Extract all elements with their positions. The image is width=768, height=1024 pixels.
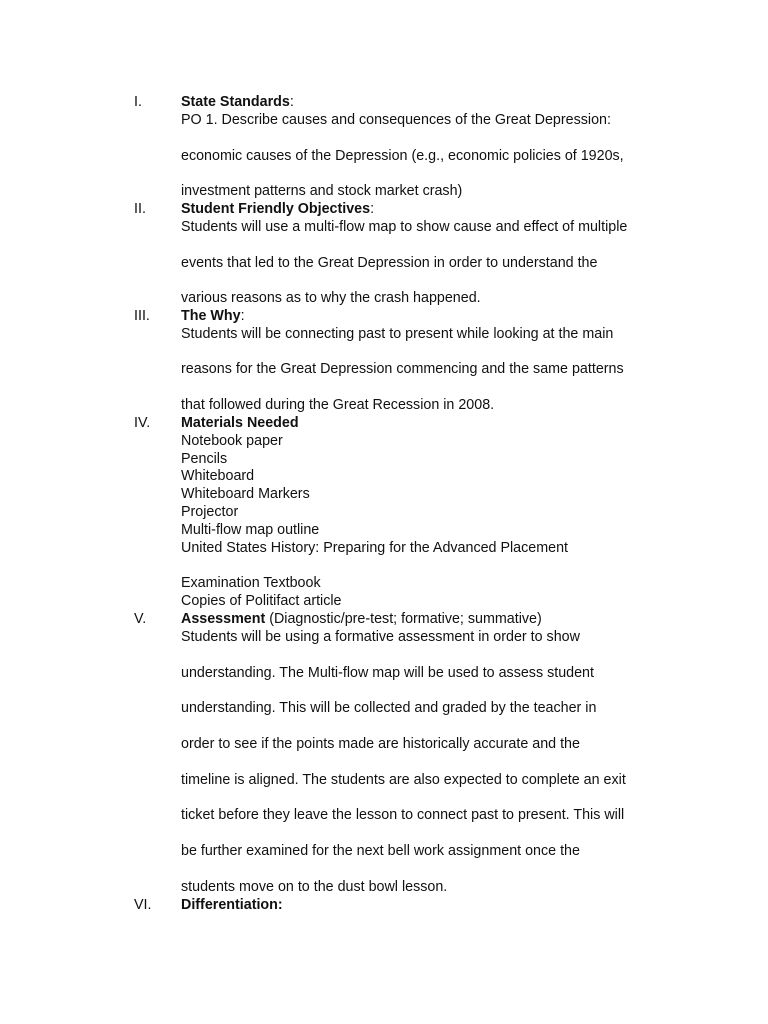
- body-line: that followed during the Great Recession in 2008.: [181, 397, 495, 413]
- body-line: reasons for the Great Depression commencing and the same patterns: [181, 361, 624, 377]
- body-line: Students will be using a formative assessment in order to show: [181, 629, 580, 645]
- material-item: United States History: Preparing for the Advanced Placement: [181, 540, 569, 556]
- body-line: understanding. The Multi-flow map will be used to assess student: [181, 665, 594, 681]
- body-line: Students will be connecting past to present while looking at the main: [181, 326, 614, 342]
- body-line: understanding. This will be collected and graded by the teacher in: [181, 700, 597, 716]
- section-heading-line: [181, 200, 374, 218]
- body-line: PO 1. Describe causes and consequences of the Great Depression:: [181, 112, 611, 128]
- section-heading-suffix: :: [240, 308, 245, 324]
- section-heading-line: [181, 93, 294, 111]
- section-heading: Materials Needed: [181, 415, 299, 431]
- body-line: timeline is aligned. The students are also expected to complete an exit: [181, 772, 626, 788]
- body-line: Students will use a multi-flow map to show cause and effect of multiple: [181, 219, 628, 235]
- section-heading-line: [181, 610, 542, 628]
- section-heading: State Standards: [181, 94, 290, 110]
- body-line: be further examined for the next bell work assignment once the: [181, 843, 580, 859]
- section-numeral: IV.: [134, 415, 151, 431]
- material-item: Whiteboard Markers: [181, 486, 310, 502]
- section-heading-suffix: :: [289, 94, 294, 110]
- material-item: Projector: [181, 504, 239, 520]
- section-heading: Differentiation:: [181, 897, 283, 913]
- body-line: various reasons as to why the crash happened.: [181, 290, 481, 306]
- section-heading-line: [181, 307, 245, 325]
- section-heading: Assessment: [181, 611, 266, 627]
- body-line: events that led to the Great Depression in order to understand the: [181, 255, 598, 271]
- section-numeral: I.: [134, 94, 142, 110]
- material-item: Notebook paper: [181, 433, 283, 449]
- body-line: students move on to the dust bowl lesson.: [181, 879, 448, 895]
- body-line: economic causes of the Depression (e.g., economic policies of 1920s,: [181, 148, 624, 164]
- section-heading-suffix: (Diagnostic/pre-test; formative; summative): [265, 611, 542, 627]
- section-heading: The Why: [181, 308, 241, 324]
- material-item: Multi-flow map outline: [181, 522, 320, 538]
- section-heading-suffix: :: [370, 201, 375, 217]
- section-numeral: II.: [134, 201, 146, 217]
- material-item: Examination Textbook: [181, 575, 321, 591]
- material-item: Pencils: [181, 451, 228, 467]
- section-numeral: V.: [134, 611, 147, 627]
- section-heading-line: [181, 414, 299, 432]
- section-heading: Student Friendly Objectives: [181, 201, 371, 217]
- section-numeral: III.: [134, 308, 150, 324]
- body-line: investment patterns and stock market crash): [181, 183, 463, 199]
- body-line: ticket before they leave the lesson to connect past to present. This will: [181, 807, 625, 823]
- section-numeral: VI.: [134, 897, 152, 913]
- body-line: order to see if the points made are historically accurate and the: [181, 736, 580, 752]
- material-item: Whiteboard: [181, 468, 255, 484]
- section-heading-line: [181, 896, 283, 914]
- material-item: Copies of Politifact article: [181, 593, 342, 609]
